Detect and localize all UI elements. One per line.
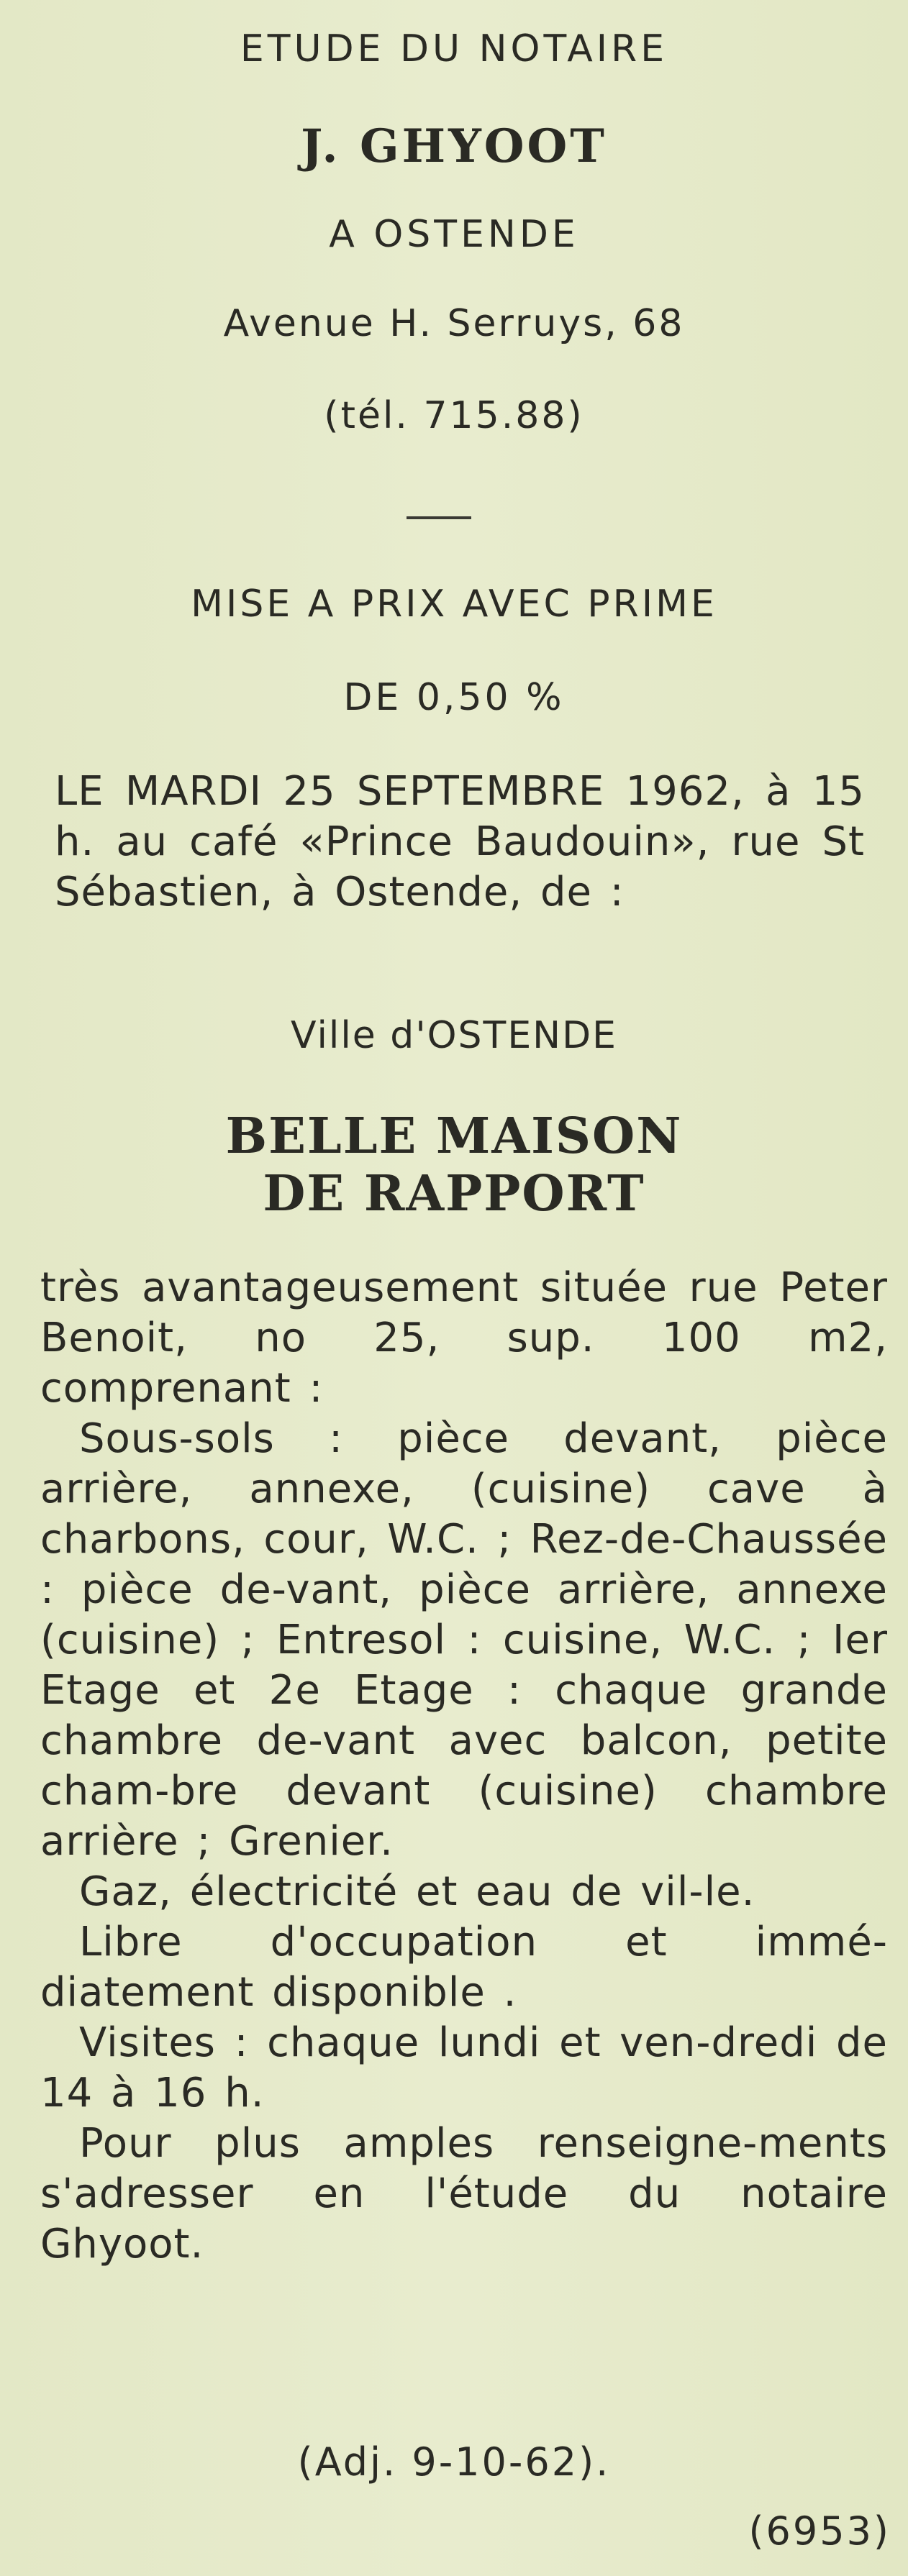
visits-paragraph: Visites : chaque lundi et ven-dredi de 14 à 16 h. <box>40 2019 888 2116</box>
phone-line: (tél. 715.88) <box>324 394 584 437</box>
separator-rule <box>407 516 471 519</box>
heading-line-1: BELLE MAISON <box>225 1107 683 1165</box>
reference-number: (6953) <box>748 2508 891 2554</box>
heading-line-2: DE RAPPORT <box>263 1165 645 1223</box>
location-paragraph: très avantageusement située rue Peter Benoit, no 25, sup. 100 m2, comprenant : <box>40 1264 888 1412</box>
adjudication-date: (Adj. 9-10-62). <box>297 2439 611 2485</box>
intro-paragraph: LE MARDI 25 SEPTEMBRE 1962, à 15 h. au café «Prince Baudouin», rue St Sébastien, à Ostende, de : <box>55 768 865 915</box>
town-line: Ville d'OSTENDE <box>291 1014 617 1057</box>
utilities-paragraph: Gaz, électricité et eau de vil-le. <box>79 1868 755 1915</box>
price-heading: MISE A PRIX AVEC PRIME <box>191 583 717 626</box>
information-paragraph: Pour plus amples renseigne-ments s'adresser en l'étude du notaire Ghyoot. <box>40 2120 888 2267</box>
rooms-paragraph: Sous-sols : pièce devant, pièce arrière, annexe, (cuisine) cave à charbons, cour, W.C. ; Rez-de-Chaussée : pièce de-vant, pièce arrière, annexe (cuisine) ; Entresol : cuisine, W.C. ; Ier Etage et 2e Etage : chaque grande chambre de-vant avec balcon, petite cham-bre devant (cuisine) chambre arrière ; Grenier. <box>40 1415 888 1865</box>
notary-name: J. GHYOOT <box>301 119 607 173</box>
property-heading <box>0 1107 908 1223</box>
city-line: A OSTENDE <box>329 213 579 256</box>
premium-line: DE 0,50 % <box>343 676 565 719</box>
notary-office-line: ETUDE DU NOTAIRE <box>240 27 668 70</box>
property-description <box>40 1263 888 2270</box>
availability-paragraph: Libre d'occupation et immé-diatement disponible . <box>40 1919 888 2016</box>
sale-intro <box>55 767 865 918</box>
address-line: Avenue H. Serruys, 68 <box>223 302 685 345</box>
